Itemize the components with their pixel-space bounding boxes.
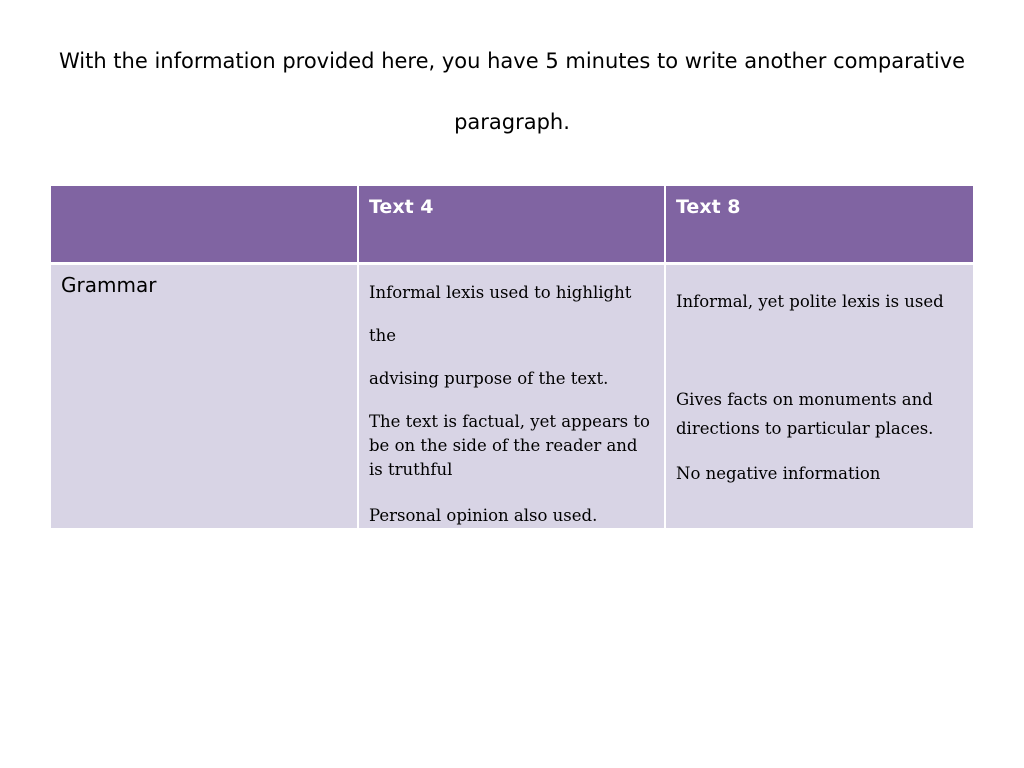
text-8-point-3: No negative information <box>676 463 881 483</box>
text-4-point-1 <box>369 271 654 400</box>
header-cell-empty <box>51 186 358 263</box>
slide-title-line-2: paragraph. <box>454 110 570 134</box>
table-header-row <box>51 186 973 263</box>
table-row-grammar <box>51 263 973 528</box>
row-label-grammar: Grammar <box>51 263 358 528</box>
cell-text-8-grammar <box>665 263 973 528</box>
header-cell-text-8: Text 8 <box>665 186 973 263</box>
cell-text-4-grammar <box>358 263 665 528</box>
text-4-point-1-line-2: advising purpose of the text. <box>369 368 609 388</box>
text-4-point-1-line-1: Informal lexis used to highlight the <box>369 282 632 345</box>
slide-title-line-1: With the information provided here, you have 5 minutes to write another comparative <box>58 49 966 73</box>
slide-title <box>40 38 984 145</box>
text-4-point-2: The text is factual, yet appears to be on the side of the reader and is truthful <box>369 411 650 479</box>
comparison-table <box>51 186 973 528</box>
text-8-point-1: Informal, yet polite lexis is used <box>676 291 944 311</box>
text-8-point-2: Gives facts on monuments and directions to particular places. <box>676 389 934 438</box>
header-cell-text-4: Text 4 <box>358 186 665 263</box>
text-4-point-3: Personal opinion also used. <box>369 505 598 525</box>
